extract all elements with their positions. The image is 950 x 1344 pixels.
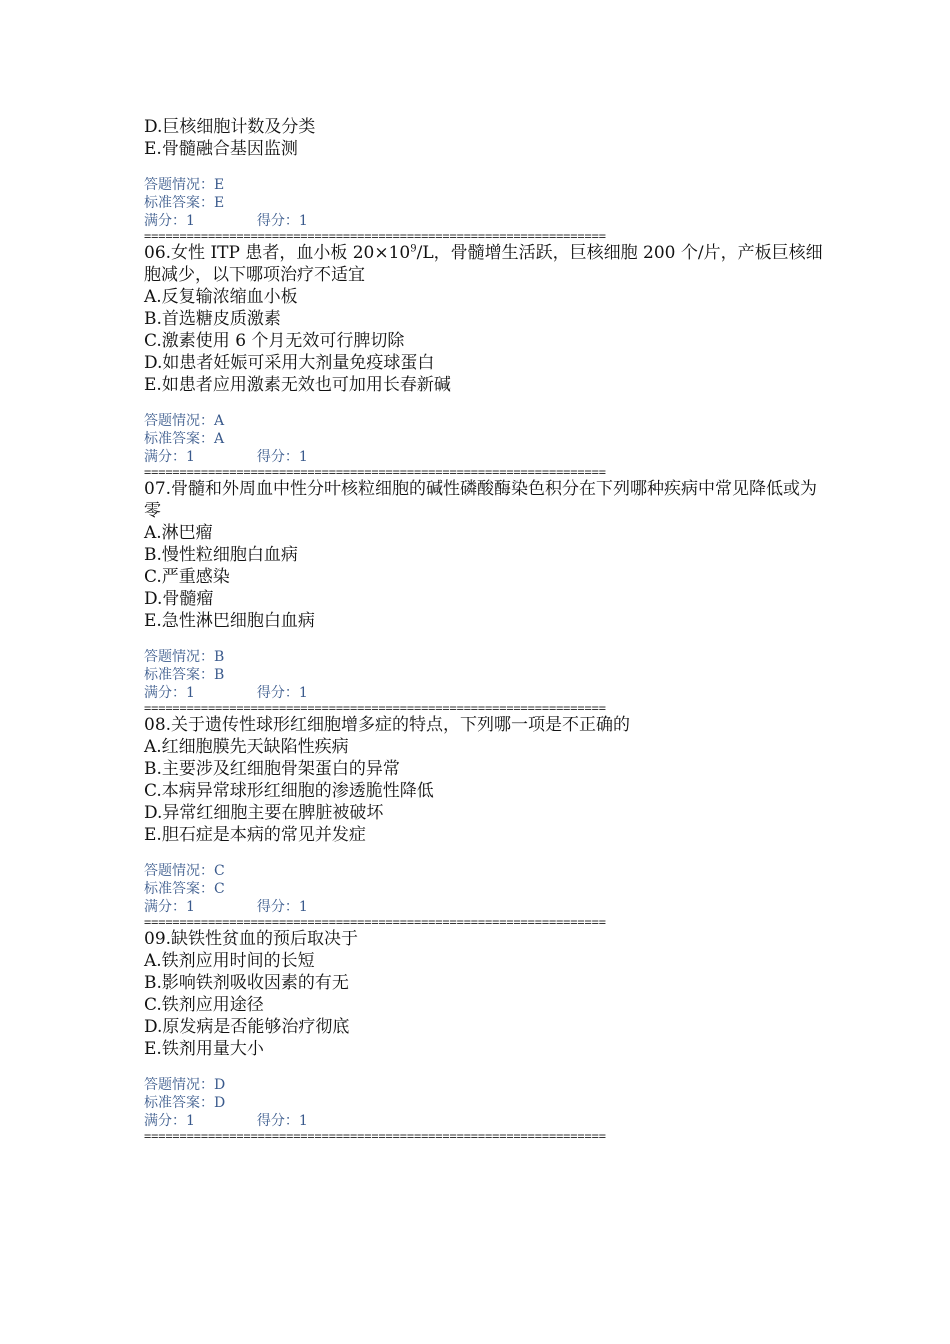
option-b: B.首选糖皮质激素	[144, 309, 281, 329]
full-score: 满分：1	[144, 685, 195, 701]
option-e: E.如患者应用激素无效也可加用长春新碱	[144, 375, 451, 395]
score-line	[144, 684, 824, 702]
standard-answer: 标准答案：A	[144, 431, 225, 447]
option-a: A.反复输浓缩血小板	[144, 287, 298, 307]
answer-given: 答题情况：B	[144, 649, 225, 665]
standard-answer: 标准答案：B	[144, 667, 225, 683]
full-score: 满分：1	[144, 213, 195, 229]
option-c: C.严重感染	[144, 567, 230, 587]
option-b: B.慢性粒细胞白血病	[144, 545, 298, 565]
option-e: E.铁剂用量大小	[144, 1039, 264, 1059]
question-stem: 08.关于遗传性球形红细胞增多症的特点，下列哪一项是不正确的	[144, 715, 631, 735]
option-d: D.巨核细胞计数及分类	[144, 117, 316, 137]
option-d: D.如患者妊娠可采用大剂量免疫球蛋白	[144, 353, 435, 373]
earned-score: 得分：1	[256, 685, 308, 701]
answer-given: 答题情况：A	[144, 413, 225, 429]
answer-given: 答题情况：D	[144, 1077, 226, 1093]
score-line	[144, 448, 824, 466]
separator: =================================================================	[144, 230, 606, 242]
separator: =================================================================	[144, 916, 606, 928]
score-line	[144, 212, 824, 230]
option-b: B.主要涉及红细胞骨架蛋白的异常	[144, 759, 400, 779]
option-a: A.淋巴瘤	[144, 523, 213, 543]
option-b: B.影响铁剂吸收因素的有无	[144, 973, 349, 993]
score-line	[144, 1112, 824, 1130]
full-score: 满分：1	[144, 899, 195, 915]
option-c: C.激素使用 6 个月无效可行脾切除	[144, 331, 405, 351]
option-d: D.异常红细胞主要在脾脏被破坏	[144, 803, 384, 823]
question-05-tail	[144, 116, 824, 242]
option-a: A.铁剂应用时间的长短	[144, 951, 315, 971]
question-stem: 07.骨髓和外周血中性分叶核粒细胞的碱性磷酸酶染色积分在下列哪种疾病中常见降低或为零	[144, 479, 818, 521]
earned-score: 得分：1	[256, 213, 308, 229]
option-c: C.铁剂应用途径	[144, 995, 264, 1015]
question-stem: 06.女性 ITP 患者，血小板 $20\times 10^9/L$，骨髓增生活跃，巨核细胞 200 个/片，产板巨核细胞减少，以下哪项治疗不适宜	[144, 243, 823, 285]
earned-score: 得分：1	[256, 1113, 308, 1129]
earned-score: 得分：1	[256, 449, 308, 465]
standard-answer: 标准答案：C	[144, 881, 225, 897]
question-stem: 09.缺铁性贫血的预后取决于	[144, 929, 359, 949]
score-line	[144, 898, 824, 916]
question-06	[144, 242, 824, 478]
option-a: A.红细胞膜先天缺陷性疾病	[144, 737, 349, 757]
full-score: 满分：1	[144, 449, 195, 465]
option-e: E.骨髓融合基因监测	[144, 139, 298, 159]
separator: =================================================================	[144, 702, 606, 714]
option-d: D.骨髓瘤	[144, 589, 214, 609]
option-e: E.急性淋巴细胞白血病	[144, 611, 315, 631]
exam-page	[144, 116, 824, 1142]
standard-answer: 标准答案：D	[144, 1095, 226, 1111]
separator: =================================================================	[144, 466, 606, 478]
full-score: 满分：1	[144, 1113, 195, 1129]
separator: =================================================================	[144, 1130, 606, 1142]
option-e: E.胆石症是本病的常见并发症	[144, 825, 366, 845]
answer-given: 答题情况：E	[144, 177, 225, 193]
superscript: 9	[410, 243, 417, 255]
standard-answer: 标准答案：E	[144, 195, 225, 211]
earned-score: 得分：1	[256, 899, 308, 915]
answer-given: 答题情况：C	[144, 863, 225, 879]
question-07	[144, 478, 824, 714]
option-d: D.原发病是否能够治疗彻底	[144, 1017, 350, 1037]
question-08	[144, 714, 824, 928]
question-09	[144, 928, 824, 1142]
option-c: C.本病异常球形红细胞的渗透脆性降低	[144, 781, 434, 801]
